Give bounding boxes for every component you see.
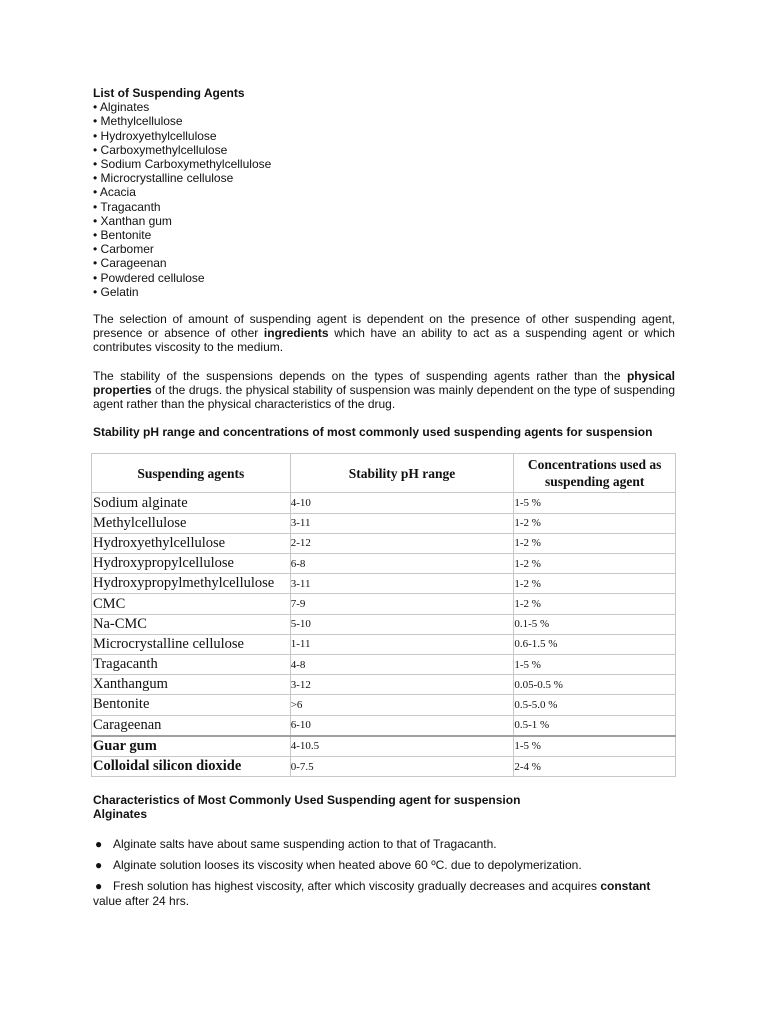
agent-name: Microcrystalline cellulose (100, 171, 234, 186)
bullet-icon: • (93, 157, 98, 172)
agent-name: Carbomer (100, 242, 154, 257)
table-heading: Stability pH range and concentrations of most commonly used suspending agents for suspension (93, 425, 653, 440)
agent-name: Xanthan gum (100, 213, 172, 228)
agent-name: Hydroxyethylcellulose (100, 128, 217, 143)
suspending-agents-table (91, 453, 676, 777)
para2-text-c: of the drugs. the physical stability of suspension was mainly dependent on the type of suspending agent rather than the physical characteristics of the drug. (93, 382, 675, 412)
table-header-row (92, 454, 676, 493)
bullet-icon: • (93, 213, 98, 228)
cell-concentration: 2-4 % (514, 756, 676, 776)
list-item (93, 879, 675, 909)
cell-agent: Colloidal silicon dioxide (92, 756, 291, 776)
cell-agent: Hydroxyethylcellulose (92, 533, 291, 553)
cell-ph-range: 7-9 (290, 594, 514, 614)
table-row (92, 634, 676, 654)
agent-name: Alginates (99, 100, 150, 115)
cell-concentration: 1-2 % (514, 554, 676, 574)
constant-link[interactable]: constant (600, 878, 651, 893)
list-item (93, 143, 675, 157)
bullet-icon: • (93, 185, 98, 200)
agent-name: Carageenan (100, 256, 167, 271)
cell-concentration: 1-2 % (514, 513, 676, 533)
bullet-icon: • (93, 199, 98, 214)
cell-concentration: 1-2 % (514, 533, 676, 553)
list-heading: List of Suspending Agents (93, 86, 245, 100)
list-item (93, 114, 675, 128)
table-row (92, 614, 676, 634)
bullet-icon: • (93, 284, 98, 299)
table-row (92, 533, 676, 553)
cell-concentration: 0.1-5 % (514, 614, 676, 634)
header-suspending-agents: Suspending agents (92, 454, 291, 493)
cell-agent: Xanthangum (92, 675, 291, 695)
cell-agent: Microcrystalline cellulose (92, 634, 291, 654)
point-text: Alginate salts have about same suspending action to that of Tragacanth. (113, 836, 497, 851)
point-text: Alginate solution looses its viscosity when heated above 60 ºC. due to depolymerization. (113, 857, 582, 872)
table-row (92, 736, 676, 757)
cell-ph-range: 4-8 (290, 654, 514, 674)
bullet-icon: • (93, 100, 98, 115)
cell-concentration: 0.05-0.5 % (514, 675, 676, 695)
characteristics-heading: Characteristics of Most Commonly Used Suspending agent for suspension (93, 793, 521, 808)
table-row (92, 574, 676, 594)
ingredients-link[interactable]: ingredients (263, 326, 329, 341)
cell-ph-range: 2-12 (290, 533, 514, 553)
agent-name: Tragacanth (100, 199, 161, 214)
cell-ph-range: 4-10 (290, 493, 514, 513)
cell-concentration: 0.5-1 % (514, 715, 676, 736)
bullet-icon: • (93, 171, 98, 186)
cell-agent: Sodium alginate (92, 493, 291, 513)
cell-agent: Hydroxypropylmethylcellulose (92, 574, 291, 594)
list-item (93, 214, 675, 228)
cell-ph-range: 5-10 (290, 614, 514, 634)
para2-text-a: The stability of the suspensions depends on the types of suspending agents rather than the (93, 368, 627, 383)
table-row (92, 695, 676, 715)
cell-concentration: 1-5 % (514, 736, 676, 757)
list-item (93, 100, 675, 114)
list-item (93, 242, 675, 256)
bullet-icon: • (93, 228, 98, 243)
agent-name: Gelatin (100, 284, 139, 299)
list-item (93, 228, 675, 242)
list-item (93, 157, 675, 171)
list-item (93, 200, 675, 214)
cell-concentration: 1-2 % (514, 574, 676, 594)
cell-concentration: 1-5 % (514, 654, 676, 674)
list-item (93, 185, 675, 199)
cell-ph-range: 1-11 (290, 634, 514, 654)
document-page (93, 86, 675, 915)
cell-ph-range: 3-11 (290, 513, 514, 533)
cell-ph-range: 3-11 (290, 574, 514, 594)
table-row (92, 554, 676, 574)
alginate-points (93, 837, 675, 909)
cell-ph-range: 4-10.5 (290, 736, 514, 757)
bullet-icon: • (93, 114, 98, 129)
bullet-icon: • (93, 256, 98, 271)
point-text: Fresh solution has highest viscosity, after which viscosity gradually decreases and acquires (113, 878, 601, 893)
cell-agent: Tragacanth (92, 654, 291, 674)
bullet-icon: • (93, 142, 98, 157)
cell-ph-range: 6-8 (290, 554, 514, 574)
cell-ph-range: >6 (290, 695, 514, 715)
table-row (92, 715, 676, 736)
bullet-icon: ● (95, 857, 103, 872)
paragraph-selection (93, 312, 675, 355)
list-item (93, 285, 675, 299)
table-row (92, 675, 676, 695)
cell-agent: Hydroxypropylcellulose (92, 554, 291, 574)
table-row (92, 756, 676, 776)
para1-text-a: The selection of amount of suspending agent is dependent on the presence of other suspending agent, presence or absence of other (93, 312, 675, 341)
table-row (92, 513, 676, 533)
list-item (93, 129, 675, 143)
list-item (93, 837, 675, 852)
list-item (93, 171, 675, 185)
cell-ph-range: 3-12 (290, 675, 514, 695)
cell-agent: Methylcellulose (92, 513, 291, 533)
list-item (93, 271, 675, 285)
agent-name: Bentonite (100, 228, 152, 243)
para1-text-c: which have an ability to act as a suspending agent or which contributes viscosity to the medium. (93, 326, 675, 355)
paragraph-stability (93, 369, 675, 412)
cell-agent: Na-CMC (92, 614, 291, 634)
suspending-agents-list (93, 100, 675, 299)
agent-name: Acacia (99, 185, 136, 200)
bullet-icon: • (93, 128, 98, 143)
physical-properties-link[interactable]: physical properties (93, 368, 675, 397)
table-row (92, 654, 676, 674)
cell-concentration: 1-2 % (514, 594, 676, 614)
cell-agent: Bentonite (92, 695, 291, 715)
bullet-icon: • (93, 242, 98, 257)
cell-concentration: 1-5 % (514, 493, 676, 513)
bullet-icon: • (93, 270, 98, 285)
agent-name: Powdered cellulose (100, 270, 205, 285)
cell-concentration: 0.5-5.0 % (514, 695, 676, 715)
alginates-subheading: Alginates (93, 807, 148, 822)
header-concentrations: Concentrations used as suspending agent (514, 454, 676, 493)
header-stability-ph: Stability pH range (290, 454, 514, 493)
list-item (93, 256, 675, 270)
bullet-icon: ● (95, 878, 103, 893)
bullet-icon: ● (95, 836, 103, 851)
cell-agent: Carageenan (92, 715, 291, 736)
table-row (92, 594, 676, 614)
agent-name: Carboxymethylcellulose (100, 142, 228, 157)
cell-agent: CMC (92, 594, 291, 614)
point-text: value after 24 hrs. (93, 893, 190, 908)
agent-name: Methylcellulose (100, 114, 183, 129)
cell-ph-range: 6-10 (290, 715, 514, 736)
list-item (93, 858, 675, 873)
table-row (92, 493, 676, 513)
cell-concentration: 0.6-1.5 % (514, 634, 676, 654)
cell-agent: Guar gum (92, 736, 291, 757)
agent-name: Sodium Carboxymethylcellulose (100, 157, 272, 172)
cell-ph-range: 0-7.5 (290, 756, 514, 776)
